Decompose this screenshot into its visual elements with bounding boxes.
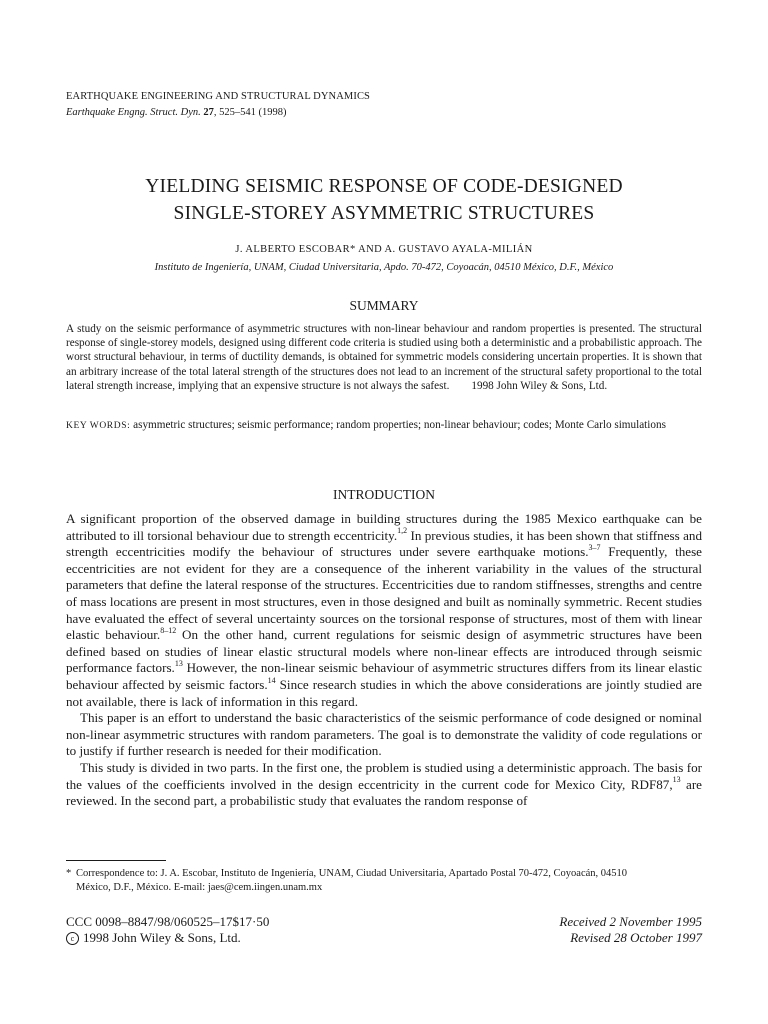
footnote-line-1: Correspondence to: J. A. Escobar, Instituto de Ingeniería, UNAM, Ciudad Universitaria, Apartado Postal 70-472, Coyoacán, 04510 [76,868,628,879]
summary-heading: SUMMARY [349,298,419,313]
citation-volume: 27 [203,107,214,118]
title-line-2: SINGLE-STOREY ASYMMETRIC STRUCTURES [173,203,595,224]
introduction-heading: INTRODUCTION [333,487,435,502]
copyright-icon: c [66,932,79,945]
journal-name: EARTHQUAKE ENGINEERING AND STRUCTURAL DYNAMICS [66,91,370,102]
footer-copyright-text: 1998 John Wiley & Sons, Ltd. [83,930,241,945]
citation-pages: , 525–541 (1998) [213,107,287,118]
paragraph-2: This paper is an effort to understand the basic characteristics of the seismic performance of code designed or nominal non-linear asymmetric structures with random parameters. The goal is to demonstrate the validity of code regulations or to justify if further research is needed for their modification. [66,710,702,759]
received-date: Received 2 November 1995 [559,914,702,929]
keywords [66,418,702,433]
journal-citation [66,107,286,118]
citation-ref: 14 [267,675,276,685]
paragraph-3: This study is divided in two parts. In the first one, the problem is studied using a deterministic approach. The basis for the values of the coefficients involved in the design eccentricity in the current code for Mexico City, RDF87,13 are reviewed. In the second part, a probabilistic study that evaluates the random response of [66,759,702,809]
keywords-label: KEY WORDS: [66,421,131,431]
citation-ref: 13 [174,658,183,668]
authors: J. ALBERTO ESCOBAR* AND A. GUSTAVO AYALA-MILIÁN [235,244,533,255]
ccc-code: CCC 0098–8847/98/060525–17$17·50 [66,914,270,929]
citation-ref: 13 [672,775,681,785]
footnote [66,867,702,895]
citation-ref: 8–12 [160,625,177,635]
footer-copyright [66,930,241,946]
abstract [66,322,702,393]
keywords-text: asymmetric structures; seismic performance; random properties; non-linear behaviour; codes; Monte Carlo simulations [133,419,666,431]
revised-date: Revised 28 October 1997 [570,930,702,945]
footnote-mark: * [66,868,72,879]
paragraph-1: A significant proportion of the observed damage in building structures during the 1985 Mexico earthquake can be attributed to ill torsional behaviour due to strength eccentricity.$^{1,2}$ In previous studies, it has been shown that stiffness and strength eccentricities modify the behaviour of structures under severe earthquake motions.$^{3-7}$ Frequently, these eccentricities are not evident for they are a consequence of the inherent variability in the values of the structural parameters that define the lateral response of the structures. Eccentricities due to random stiffnesses, strengths and centre of mass locations are present in most structures, even in those designed and built as nominally symmetric. Recent studies have evaluated the effect of several uncertainty sources on the torsional response of structures, most of them with linear elastic behaviour.$^{8-12}$ On the other hand, current regulations for seismic design of asymmetric structures have been defined based on studies of linear elastic structural models where non-linear effects are introduced through seismic performance factors.$^{13}$ However, the non-linear seismic behaviour of asymmetric structures differs from its linear elastic behaviour affected by seismic factors.$^{14}$ Since research studies in which the above considerations are jointly studied are not available, there is lack of information in this regard. [66,511,702,709]
footnote-line-2: México, D.F., México. E-mail: jaes@cem.iingen.unam.mx [76,882,323,893]
citation-ref: 1,2 [397,526,408,536]
abstract-text: A study on the seismic performance of asymmetric structures with non-linear behaviour and random properties is presented. The structural response of single-storey models, designed using different code criteria is studied using both a deterministic and a probabilistic approach. The worst structural behaviour, in terms of ductility demands, is obtained for symmetric models considering uncertain properties. It is shown that an arbitrary increase of the total lateral strength of the structures does not lead to an increment of the structural safety proportional to the total lateral strength increase, implying that an expensive structure is not always the safest. [66,323,702,392]
footnote-rule [66,860,166,861]
affiliation: Instituto de Ingeniería, UNAM, Ciudad Universitaria, Apdo. 70-472, Coyoacán, 04510 México, D.F., México [154,262,614,273]
title-line-1: YIELDING SEISMIC RESPONSE OF CODE-DESIGNED [145,176,623,197]
citation-journal: Earthquake Engng. Struct. Dyn. [66,107,201,118]
citation-ref: 3–7 [588,542,601,552]
paper-title [66,173,702,227]
abstract-copyright: 1998 John Wiley & Sons, Ltd. [471,379,608,392]
introduction-body [66,511,702,810]
